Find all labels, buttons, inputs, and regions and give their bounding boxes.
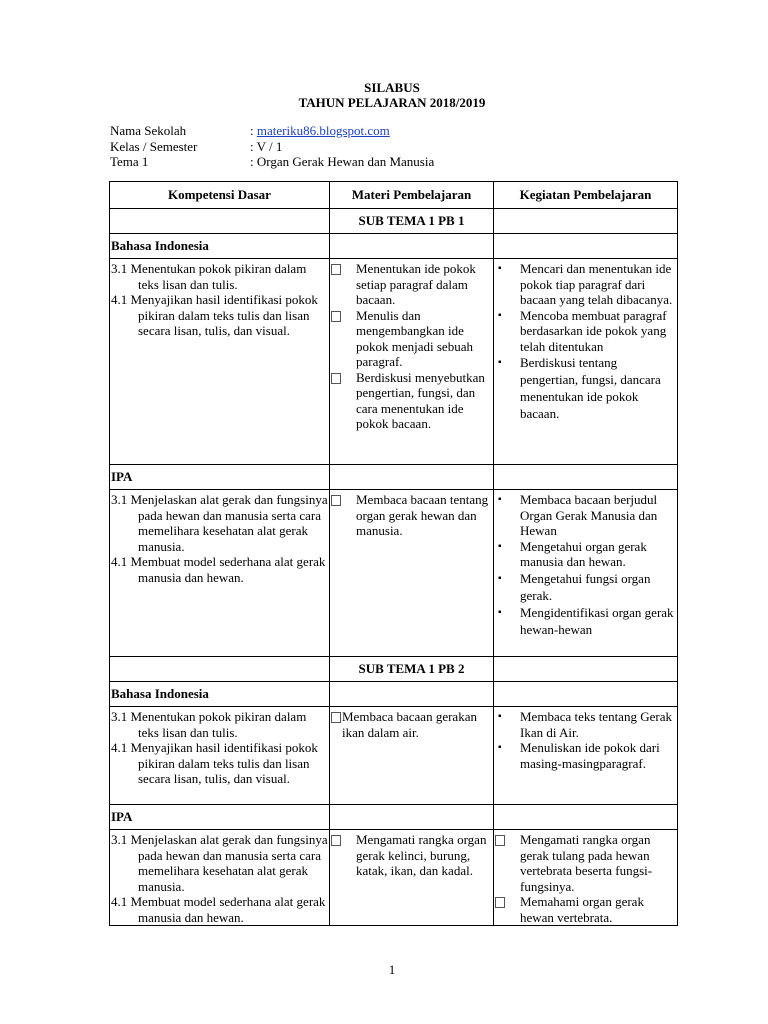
subject-row — [110, 465, 678, 490]
list-item: ▪ Mengidentifikasi organ gerak hewan-hewan — [498, 604, 674, 637]
info-value: : Organ Gerak Hewan dan Manusia — [250, 154, 435, 169]
empty-cell — [494, 465, 678, 490]
info-row-theme — [110, 154, 434, 170]
subtema-row — [110, 657, 678, 682]
empty-cell — [494, 682, 678, 707]
list-item: ▪ Mengetahui organ gerak manusia dan hewan. — [498, 538, 647, 569]
subject-label: Bahasa Indonesia — [110, 234, 330, 259]
materi-cell — [330, 490, 494, 657]
empty-cell — [494, 805, 678, 830]
empty-cell — [330, 465, 494, 490]
empty-cell — [330, 234, 494, 259]
subject-label: IPA — [110, 465, 330, 490]
subject-label: IPA — [110, 805, 330, 830]
kd-cell — [110, 707, 330, 805]
list-item: Menulis dan mengembangkan ide pokok menjadi sebuah paragraf. — [330, 308, 493, 370]
bullet-icon: ▪ — [498, 606, 502, 618]
list-item: Memahami organ gerak hewan vertebrata. — [494, 894, 677, 925]
subtema-row — [110, 209, 678, 234]
list-item: ▪ Membaca bacaan berjudul Organ Gerak Manusia dan Hewan — [498, 492, 658, 538]
list-item: Menentukan ide pokok setiap paragraf dalam bacaan. — [330, 261, 493, 308]
checkbox-icon — [495, 894, 505, 912]
list-item: Berdiskusi menyebutkan pengertian, fungsi, dan cara menentukan ide pokok bacaan. — [330, 370, 493, 432]
subtema-label: SUB TEMA 1 PB 2 — [330, 657, 494, 682]
empty-cell — [494, 234, 678, 259]
subject-row — [110, 805, 678, 830]
kegiatan-cell — [494, 830, 678, 926]
header-kompetensi: Kompetensi Dasar — [110, 182, 330, 209]
bullet-icon: ▪ — [498, 309, 502, 321]
checkbox-icon — [331, 308, 341, 326]
info-label: Kelas / Semester — [110, 138, 198, 154]
page-number: 1 — [388, 962, 396, 977]
subtema-label: SUB TEMA 1 PB 1 — [330, 209, 494, 234]
empty-cell — [110, 657, 330, 682]
checkbox-icon — [331, 832, 341, 850]
document-subtitle: TAHUN PELAJARAN 2018/2019 — [298, 95, 486, 110]
bullet-icon: ▪ — [498, 540, 502, 552]
header-kegiatan: Kegiatan Pembelajaran — [494, 182, 678, 209]
kd-item: 3.1 Menjelaskan alat gerak dan fungsinya pada hewan dan manusia serta cara memelihara kesehatan alat gerak manusia. — [111, 492, 328, 554]
kd-cell — [110, 830, 330, 926]
subject-row — [110, 682, 678, 707]
kegiatan-cell — [494, 707, 678, 805]
list-item: ▪ Mengetahui fungsi organ gerak. — [498, 570, 651, 603]
checkbox-icon — [331, 261, 341, 279]
syllabus-table — [109, 181, 678, 926]
list-item: ▪ Menuliskan ide pokok dari masing-masingparagraf. — [498, 740, 660, 771]
bullet-icon: ▪ — [498, 572, 502, 584]
kd-item: 4.1 Menyajikan hasil identifikasi pokok pikiran dalam teks tulis dan lisan secara lisan, tulis, dan visual. — [111, 292, 318, 338]
list-item: ▪ Membaca teks tentang Gerak Ikan di Air. — [498, 709, 672, 740]
bullet-icon: ▪ — [498, 742, 502, 753]
kd-item: 4.1 Menyajikan hasil identifikasi pokok pikiran dalam teks tulis dan lisan secara lisan, tulis, dan visual. — [111, 740, 318, 786]
document-title: SILABUS — [364, 80, 420, 95]
info-row-school — [110, 123, 434, 139]
list-item: Mengamati rangka organ gerak kelinci, burung, katak, ikan, dan kadal. — [330, 832, 493, 879]
table-row — [110, 707, 678, 805]
table-row — [110, 830, 678, 926]
materi-cell — [330, 259, 494, 465]
info-row-class — [110, 139, 434, 155]
kd-item: 3.1 Menentukan pokok pikiran dalam teks lisan dan tulis. — [111, 261, 307, 292]
empty-cell — [494, 209, 678, 234]
list-item: ▪ Mencoba membuat paragraf berdasarkan ide pokok yang telah ditentukan — [498, 307, 667, 354]
list-item: ▪ Berdiskusi tentang pengertian, fungsi, dancara menentukan ide pokok bacaan. — [498, 355, 661, 421]
checkbox-icon — [495, 832, 505, 850]
bullet-icon: ▪ — [498, 263, 502, 274]
checkbox-icon — [331, 370, 341, 388]
list-item: Membaca bacaan tentang organ gerak hewan dan manusia. — [330, 492, 493, 539]
header-materi: Materi Pembelajaran — [330, 182, 494, 209]
school-info — [110, 123, 434, 170]
kd-cell — [110, 490, 330, 657]
subject-label: Bahasa Indonesia — [110, 682, 330, 707]
kd-item: 3.1 Menentukan pokok pikiran dalam teks lisan dan tulis. — [111, 709, 307, 740]
table-header-row — [110, 182, 678, 209]
checkbox-icon — [331, 492, 341, 510]
materi-cell — [330, 830, 494, 926]
info-label: Tema 1 — [110, 154, 149, 169]
list-item: Membaca bacaan gerakan ikan dalam air. — [330, 709, 493, 740]
bullet-icon: ▪ — [498, 494, 502, 505]
empty-cell — [494, 657, 678, 682]
empty-cell — [330, 682, 494, 707]
info-value: : V / 1 — [250, 138, 283, 154]
materi-cell — [330, 707, 494, 805]
empty-cell — [330, 805, 494, 830]
table-row — [110, 490, 678, 657]
bullet-icon: ▪ — [498, 357, 502, 368]
kd-item: 4.1 Membuat model sederhana alat gerak manusia dan hewan. — [111, 554, 326, 585]
table-row — [110, 259, 678, 465]
kegiatan-cell — [494, 259, 678, 465]
subject-row — [110, 234, 678, 259]
bullet-icon: ▪ — [498, 711, 502, 722]
list-item: Mengamati rangka organ gerak tulang pada hewan vertebrata beserta fungsi-fungsinya. — [494, 832, 677, 894]
kd-item: 4.1 Membuat model sederhana alat gerak manusia dan hewan. — [111, 894, 326, 925]
kd-cell — [110, 259, 330, 465]
info-value: : materiku86.blogspot.com — [250, 123, 390, 138]
checkbox-icon — [331, 709, 341, 727]
kd-item: 3.1 Menjelaskan alat gerak dan fungsinya pada hewan dan manusia serta cara memelihara kesehatan alat gerak manusia. — [111, 832, 328, 894]
list-item: ▪ Mencari dan menentukan ide pokok tiap paragraf dari bacaan yang telah dibacanya. — [498, 261, 673, 307]
school-link[interactable]: materiku86.blogspot.com — [256, 123, 390, 138]
info-label: Nama Sekolah — [110, 123, 187, 138]
kegiatan-cell — [494, 490, 678, 657]
empty-cell — [110, 209, 330, 234]
